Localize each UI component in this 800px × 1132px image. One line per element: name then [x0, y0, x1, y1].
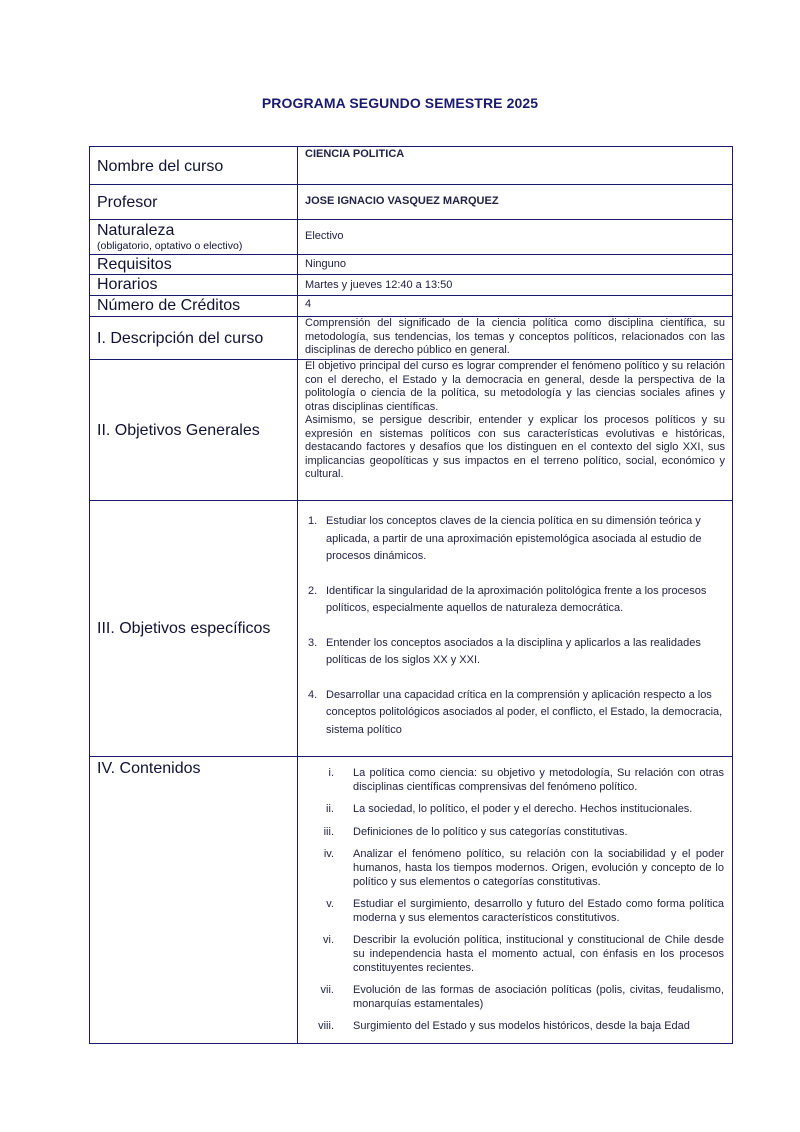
requirements-label: Requisitos	[97, 256, 172, 273]
requirements-value: Ninguno	[305, 258, 346, 270]
list-item-number: 2.	[308, 584, 318, 597]
value-cell	[298, 317, 733, 360]
value-cell	[298, 185, 733, 220]
value-cell	[298, 757, 733, 1044]
value-cell	[298, 275, 733, 296]
row-course-name	[90, 147, 733, 185]
list-item-text: Surgimiento del Estado y sus modelos históricos, desde la baja Edad	[353, 1020, 690, 1033]
list-item-text: Estudiar los conceptos claves de la ciencia política en su dimensión teórica y aplicada, a partir de una aproximación epistemológica asociada al estudio de procesos dinámicos.	[326, 515, 702, 562]
general-objectives-paragraph: Asimismo, se persigue describir, entender y explicar los procesos políticos y su expresión en sistemas políticos con sus características evolutivas e históricas, destacando factores y desafíos que los distinguen en el contexto del siglo XXI, sus implicancias geopolíticas y sus impactos en el terreno político, social, económico y cultural.	[305, 414, 725, 480]
row-general-objectives	[90, 360, 733, 501]
contents-label: IV. Contenidos	[97, 760, 201, 777]
nature-sublabel: (obligatorio, optativo o electivo)	[97, 240, 243, 252]
label-cell	[90, 296, 298, 317]
list-item-text: Desarrollar una capacidad crítica en la comprensión y aplicación respecto a los conceptos politológicos asociados al poder, el conflicto, el Estado, la democracia, sistema político	[326, 688, 723, 736]
professor-label: Profesor	[97, 194, 158, 211]
list-item-number: 4.	[308, 688, 318, 701]
list-item-text: Definiciones de lo político y sus categorías constitutivas.	[353, 825, 628, 838]
list-item-number: iv.	[323, 848, 334, 861]
list-item	[298, 687, 724, 740]
value-cell	[298, 296, 733, 317]
specific-objectives-list	[298, 501, 732, 739]
value-cell	[298, 255, 733, 275]
label-cell	[90, 185, 298, 220]
list-item-text: Evolución de las formas de asociación políticas (polis, civitas, feudalismo, monarquías estamentales)	[353, 984, 724, 1010]
row-specific-objectives	[90, 501, 733, 757]
row-contents	[90, 757, 733, 1044]
value-cell	[298, 147, 733, 185]
list-item-text: Entender los conceptos asociados a la disciplina y aplicarlos a las realidades políticas de los siglos XX y XXI.	[326, 636, 701, 666]
row-requirements	[90, 255, 733, 275]
label-cell	[90, 317, 298, 360]
credits-label: Número de Créditos	[97, 297, 241, 314]
course-name-label: Nombre del curso	[97, 158, 224, 175]
value-cell	[298, 360, 733, 501]
list-item	[298, 767, 724, 794]
list-item-number: vi.	[323, 934, 334, 947]
schedule-value: Martes y jueves 12:40 a 13:50	[305, 279, 453, 291]
list-item-text: La política como ciencia: su objetivo y metodología, Su relación con otras disciplinas científicas comprensivas del fenómeno político.	[353, 767, 724, 793]
list-item-number: vii.	[320, 984, 334, 997]
list-item-text: Describir la evolución política, institucional y constitucional de Chile desde su independencia hasta el momento actual, con énfasis en los procesos constituyentes recientes.	[353, 934, 724, 974]
page-title: PROGRAMA SEGUNDO SEMESTRE 2025	[261, 95, 539, 111]
label-cell	[90, 147, 298, 185]
label-cell	[90, 220, 298, 255]
row-schedule	[90, 275, 733, 296]
list-item-number: i.	[328, 767, 334, 779]
list-item-text: Estudiar el surgimiento, desarrollo y futuro del Estado como forma política moderna y sus elementos característicos constitutivos.	[353, 898, 724, 924]
label-cell	[90, 275, 298, 296]
list-item-number: viii.	[318, 1020, 334, 1033]
list-item	[298, 984, 724, 1011]
label-cell	[90, 360, 298, 501]
specific-objectives-label: III. Objetivos específicos	[97, 620, 271, 637]
professor-value: JOSE IGNACIO VASQUEZ MARQUEZ	[305, 195, 499, 207]
list-item-text: Identificar la singularidad de la aproximación politológica frente a los procesos políticos, especialmente aquellos de naturaleza democrática.	[326, 584, 707, 614]
credits-value: 4	[305, 298, 312, 310]
course-name-value: CIENCIA POLITICA	[305, 148, 405, 160]
row-description	[90, 317, 733, 360]
value-cell	[298, 220, 733, 255]
value-cell	[298, 501, 733, 757]
list-item	[298, 513, 724, 566]
label-cell	[90, 501, 298, 757]
list-item-number: v.	[326, 898, 334, 911]
list-item	[298, 583, 724, 618]
list-item-text: Analizar el fenómeno político, su relación con la sociabilidad y el poder humanos, hasta los tiempos modernos. Origen, evolución y concepto de lo político y sus elementos o categorías constitutivas.	[353, 848, 724, 888]
schedule-label: Horarios	[97, 276, 158, 293]
label-cell	[90, 255, 298, 275]
list-item	[298, 635, 724, 670]
nature-label: Naturaleza	[97, 222, 175, 239]
course-program-table	[89, 146, 733, 1044]
row-nature	[90, 220, 733, 255]
description-value: Comprensión del significado de la ciencia política como disciplina científica, su metodología, sus tendencias, los temas y conceptos políticos, relacionados con las disciplinas de derecho público en general.	[305, 317, 725, 356]
list-item-number: 3.	[308, 636, 318, 649]
general-objectives-paragraph: El objetivo principal del curso es lograr comprender el fenómeno político y su relación con el derecho, el Estado y la democracia en general, desde la perspectiva de la politología o ciencia de la política, su metodología y las ciencias sociales afines y otras disciplinas científicas.	[305, 360, 725, 413]
row-credits	[90, 296, 733, 317]
list-item	[298, 848, 724, 889]
contents-list	[298, 757, 732, 1034]
nature-value: Electivo	[305, 230, 344, 242]
label-cell	[90, 757, 298, 1044]
list-item	[298, 898, 724, 925]
general-objectives-label: II. Objetivos Generales	[97, 421, 260, 439]
list-item	[298, 803, 724, 817]
list-item	[298, 826, 724, 840]
list-item	[298, 934, 724, 975]
row-professor	[90, 185, 733, 220]
description-label: I. Descripción del curso	[97, 329, 264, 347]
list-item-text: La sociedad, lo político, el poder y el derecho. Hechos institucionales.	[353, 803, 693, 816]
list-item-number: ii.	[326, 803, 334, 816]
list-item	[298, 1020, 724, 1034]
list-item-number: 1.	[308, 515, 318, 527]
list-item-number: iii.	[323, 825, 334, 838]
